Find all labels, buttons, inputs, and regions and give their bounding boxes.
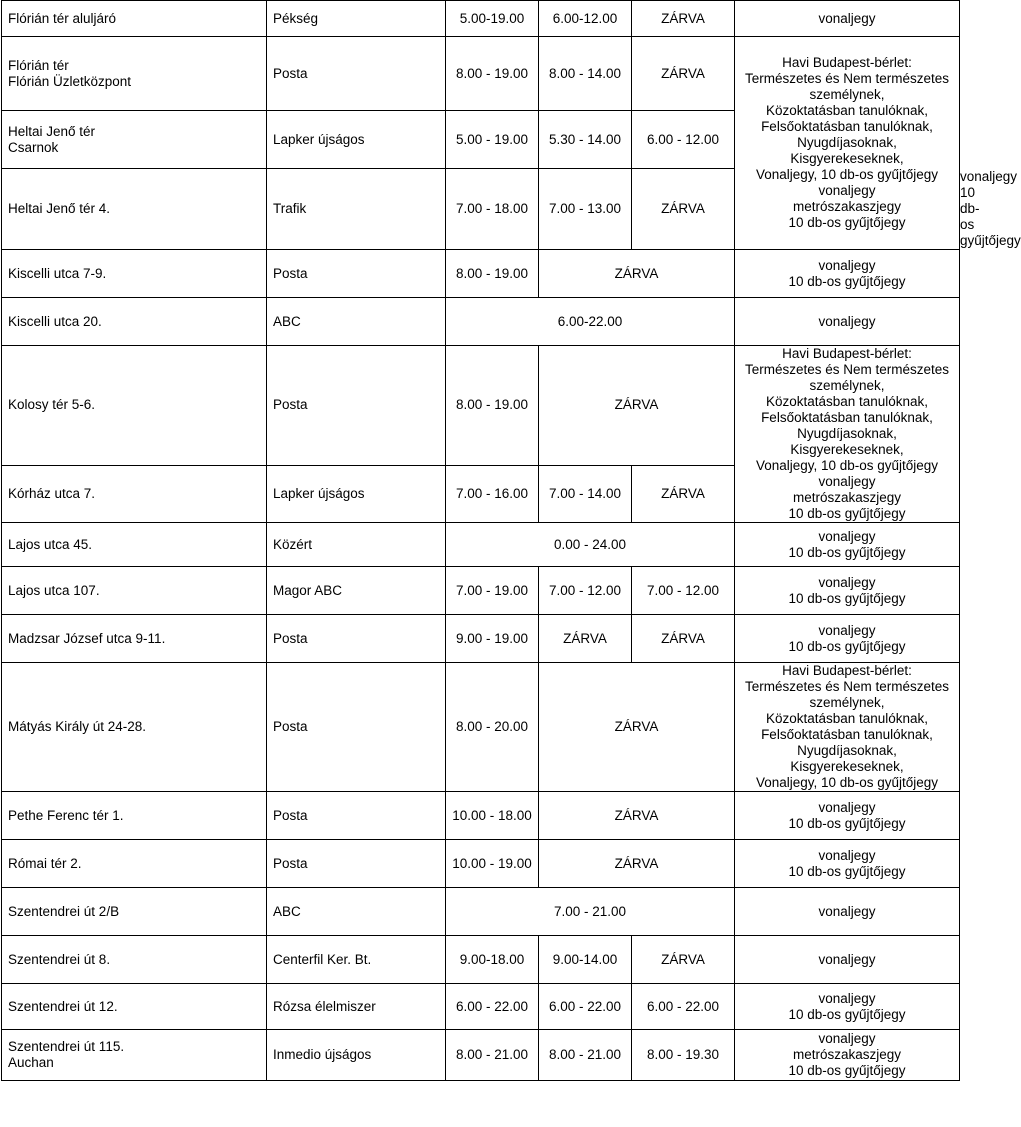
table-row: [2, 984, 960, 1030]
ticket-type: vonaljegy: [818, 990, 876, 1006]
ticket-type: vonaljegy: [818, 183, 876, 198]
address-cell-line: Pethe Ferenc tér 1.: [8, 807, 124, 823]
hours-sunday-cell: 8.00 - 19.30: [632, 1030, 735, 1081]
hours-saturday-cell: 8.00 - 21.00: [539, 1030, 632, 1081]
ticket-type: vonaljegy: [818, 847, 876, 863]
hours-weekday-cell: 7.00 - 18.00: [446, 169, 539, 250]
hours-sunday-cell: ZÁRVA: [632, 465, 735, 522]
ticket-type: vonaljegy: [818, 951, 876, 967]
shop-type-cell-line: Posta: [273, 807, 308, 823]
address-cell: [2, 346, 267, 466]
hours-saturday-cell: 9.00-14.00: [539, 936, 632, 984]
shop-type-cell-line: Posta: [273, 855, 308, 871]
ticket-types-cell: [735, 1030, 960, 1081]
hours-weekday-cell: 9.00-18.00: [446, 936, 539, 984]
ticket-types-group-cell: [735, 346, 960, 523]
address-cell-line: Szentendrei út 2/B: [8, 903, 120, 919]
hours-sunday-cell: 6.00 - 12.00: [632, 111, 735, 169]
address-cell: [2, 111, 267, 169]
hours-sunday-cell: ZÁRVA: [632, 169, 735, 250]
shop-type-cell: [267, 936, 446, 984]
ticket-type: vonaljegy: [818, 622, 876, 638]
hours-weekend-cell: ZÁRVA: [539, 792, 735, 840]
address-cell: [2, 37, 267, 111]
table-row: [2, 1030, 960, 1081]
ticket-types-cell: [735, 1, 960, 37]
ticket-type: 10 db-os gyűjtőjegy: [788, 1006, 906, 1022]
ticket-types-cell: [735, 523, 960, 567]
ticket-types-cell: [735, 615, 960, 663]
table-row: [2, 523, 960, 567]
table-row: Heltai Jenő tér 4. Trafik 7.00 - 18.00 7.00 - 13.00 ZÁRVA vonaljegy 10 db-os gyűjtőjegy: [2, 169, 960, 250]
address-cell: [2, 984, 267, 1030]
address-cell: [2, 465, 267, 522]
table-row: [2, 936, 960, 984]
hours-sunday-cell: 6.00 - 22.00: [632, 984, 735, 1030]
hours-saturday-cell: 6.00 - 22.00: [539, 984, 632, 1030]
ticket-type: Kisgyerekeseknek,: [790, 759, 904, 774]
table-row: [2, 792, 960, 840]
address-cell: [2, 298, 267, 346]
address-cell-line: Csarnok: [8, 139, 59, 155]
ticket-type: Havi Budapest-bérlet:: [782, 55, 912, 70]
table-body: [2, 1, 1021, 1081]
address-cell-line: Kórház utca 7.: [8, 485, 96, 501]
hours-weekend-cell: ZÁRVA: [539, 840, 735, 888]
ticket-type: vonaljegy: [818, 257, 876, 273]
ticket-type: Közoktatásban tanulóknak,: [765, 711, 929, 726]
ticket-types-group-cell: [735, 37, 960, 250]
table-row: [2, 346, 960, 466]
ticket-type: személynek,: [809, 378, 885, 393]
hours-saturday-cell: 7.00 - 12.00: [539, 567, 632, 615]
hours-weekday-cell: 10.00 - 19.00: [446, 840, 539, 888]
ticket-type: Kisgyerekeseknek,: [790, 151, 904, 166]
address-cell-line: Mátyás Király út 24-28.: [8, 719, 147, 734]
ticket-type: Vonaljegy, 10 db-os gyűjtőjegy: [755, 167, 939, 182]
table-row: [2, 840, 960, 888]
address-cell: [2, 1030, 267, 1081]
shop-type-cell-line: Magor ABC: [273, 582, 343, 598]
ticket-type: 10 db-os gyűjtőjegy: [788, 506, 906, 521]
table-row: [2, 567, 960, 615]
hours-weekend-cell: ZÁRVA: [539, 250, 735, 298]
hours-weekend-cell: ZÁRVA: [539, 346, 735, 466]
hours-weekday-cell: 8.00 - 19.00: [446, 37, 539, 111]
address-cell-line: Kiscelli utca 7-9.: [8, 265, 107, 281]
table-row: [2, 37, 960, 111]
hours-sunday-cell: ZÁRVA: [632, 1, 735, 37]
ticket-type: Természetes és Nem természetes: [744, 679, 950, 694]
ticket-type: Közoktatásban tanulóknak,: [765, 394, 929, 409]
shop-type-cell: [267, 888, 446, 936]
table-row: [2, 1, 960, 37]
hours-weekday-cell: 7.00 - 19.00: [446, 567, 539, 615]
ticket-type: Havi Budapest-bérlet:: [782, 346, 912, 361]
address-cell: [2, 523, 267, 567]
ticket-types-cell: [735, 250, 960, 298]
address-cell: [2, 567, 267, 615]
ticket-type: Természetes és Nem természetes: [744, 362, 950, 377]
hours-sunday-cell: ZÁRVA: [632, 615, 735, 663]
shop-type-cell: [267, 346, 446, 466]
shop-type-cell-line: Közért: [273, 536, 313, 552]
ticket-type: Vonaljegy, 10 db-os gyűjtőjegy: [755, 458, 939, 473]
table-row: [2, 250, 960, 298]
shop-type-cell-line: Inmedio újságos: [273, 1047, 372, 1062]
hours-weekend-cell: ZÁRVA: [539, 663, 735, 792]
ticket-type: Vonaljegy, 10 db-os gyűjtőjegy: [755, 775, 939, 790]
ticket-type: vonaljegy: [818, 1031, 876, 1046]
hours-weekday-cell: 5.00-19.00: [446, 1, 539, 37]
shop-type-cell-line: Trafik: [273, 201, 307, 216]
table-row: [2, 298, 960, 346]
ticket-type: Felsőoktatásban tanulóknak,: [761, 727, 933, 742]
ticket-types-cell: [735, 567, 960, 615]
ticket-types-cell: [735, 936, 960, 984]
table-row: [2, 615, 960, 663]
ticket-type: 10 db-os gyűjtőjegy: [788, 215, 906, 230]
address-cell-line: Madzsar József utca 9-11.: [8, 630, 166, 646]
ticket-type: vonaljegy: [818, 10, 876, 26]
address-cell: [2, 169, 267, 250]
hours-saturday-cell: 5.30 - 14.00: [539, 111, 632, 169]
ticket-type: metrószakaszjegy: [792, 199, 902, 214]
address-cell-line: Auchan: [8, 1055, 54, 1070]
shop-type-cell: [267, 615, 446, 663]
address-cell-line: Kolosy tér 5-6.: [8, 397, 96, 413]
shop-type-cell: [267, 567, 446, 615]
ticket-type: 10 db-os gyűjtőjegy: [788, 544, 906, 560]
shop-type-cell-line: Posta: [273, 65, 308, 81]
address-cell-line: Szentendrei út 12.: [8, 998, 118, 1014]
address-cell-line: Lajos utca 45.: [8, 536, 93, 552]
hours-weekday-cell: 7.00 - 16.00: [446, 465, 539, 522]
ticket-type: Havi Budapest-bérlet:: [782, 663, 912, 678]
address-cell-line: Kiscelli utca 20.: [8, 313, 102, 329]
shop-type-cell-line: Posta: [273, 630, 308, 646]
shop-type-cell-line: Posta: [273, 719, 308, 734]
ticket-type: személynek,: [809, 87, 885, 102]
ticket-type: személynek,: [809, 695, 885, 710]
ticket-type: Természetes és Nem természetes: [744, 71, 950, 86]
address-cell-line: Szentendrei út 115.: [8, 1039, 125, 1054]
ticket-types-cell: [735, 840, 960, 888]
ticket-type: 10 db-os gyűjtőjegy: [788, 638, 906, 654]
hours-saturday-cell: 6.00-12.00: [539, 1, 632, 37]
ticket-type: Nyugdíjasoknak,: [797, 135, 897, 150]
address-cell: [2, 936, 267, 984]
ticket-type: Felsőoktatásban tanulóknak,: [761, 410, 933, 425]
address-cell: [2, 840, 267, 888]
hours-weekday-cell: 8.00 - 19.00: [446, 346, 539, 466]
hours-weekday-cell: 8.00 - 20.00: [446, 663, 539, 792]
ticket-type: Kisgyerekeseknek,: [790, 442, 904, 457]
hours-all-cell: 6.00-22.00: [446, 298, 735, 346]
address-cell: [2, 615, 267, 663]
hours-weekday-cell: 8.00 - 19.00: [446, 250, 539, 298]
shop-type-cell-line: Posta: [273, 265, 308, 281]
hours-saturday-cell: 8.00 - 14.00: [539, 37, 632, 111]
shop-type-cell-line: Centerfil Ker. Bt.: [273, 951, 372, 967]
shop-type-cell-line: ABC: [273, 313, 301, 329]
shop-type-cell: [267, 37, 446, 111]
ticket-type: vonaljegy: [818, 574, 876, 590]
hours-all-cell: 0.00 - 24.00: [446, 523, 735, 567]
shop-type-cell: [267, 465, 446, 522]
shop-type-cell: [267, 250, 446, 298]
shop-type-cell: [267, 523, 446, 567]
ticket-type: 10 db-os gyűjtőjegy: [788, 815, 906, 831]
ticket-types-cell: [735, 792, 960, 840]
hours-saturday-cell: 7.00 - 14.00: [539, 465, 632, 522]
ticket-type: Nyugdíjasoknak,: [797, 426, 897, 441]
hours-sunday-cell: 7.00 - 12.00: [632, 567, 735, 615]
address-cell: [2, 1, 267, 37]
hours-weekday-cell: 8.00 - 21.00: [446, 1030, 539, 1081]
address-cell-line: Heltai Jenő tér 4.: [8, 201, 111, 216]
shop-type-cell-line: ABC: [273, 903, 301, 919]
shop-type-cell-line: Lapker újságos: [273, 131, 365, 147]
address-cell-line: Római tér 2.: [8, 855, 82, 871]
shop-type-cell: [267, 1, 446, 37]
ticket-type: 10 db-os gyűjtőjegy: [788, 1063, 906, 1078]
ticket-type: vonaljegy: [818, 903, 876, 919]
sales-points-table: [1, 0, 1021, 1081]
hours-sunday-cell: ZÁRVA: [632, 37, 735, 111]
ticket-type: metrószakaszjegy: [792, 1047, 902, 1062]
ticket-type: vonaljegy: [818, 474, 876, 489]
address-cell-line: Flórián tér: [8, 57, 69, 73]
address-cell: [2, 663, 267, 792]
shop-type-cell: [267, 298, 446, 346]
hours-saturday-cell: ZÁRVA: [539, 615, 632, 663]
ticket-type: vonaljegy: [818, 528, 876, 544]
ticket-types-cell: [735, 984, 960, 1030]
ticket-type: 10 db-os gyűjtőjegy: [788, 863, 906, 879]
address-cell-line: Szentendrei út 8.: [8, 951, 111, 967]
address-cell: [2, 250, 267, 298]
ticket-types-group-cell: [735, 663, 960, 792]
address-cell-line: Flórián tér aluljáró: [8, 10, 117, 26]
shop-type-cell: [267, 1030, 446, 1081]
ticket-type: vonaljegy: [818, 799, 876, 815]
hours-weekday-cell: 5.00 - 19.00: [446, 111, 539, 169]
ticket-type: Közoktatásban tanulóknak,: [765, 103, 929, 118]
ticket-type: vonaljegy: [818, 313, 876, 329]
ticket-types-cell: [735, 888, 960, 936]
hours-all-cell: 7.00 - 21.00: [446, 888, 735, 936]
address-cell-line: Heltai Jenő tér: [8, 123, 96, 139]
shop-type-cell: [267, 663, 446, 792]
table-row: [2, 888, 960, 936]
address-cell-line: Flórián Üzletközpont: [8, 73, 132, 89]
hours-weekday-cell: 6.00 - 22.00: [446, 984, 539, 1030]
address-cell: [2, 888, 267, 936]
ticket-type: 10 db-os gyűjtőjegy: [788, 273, 906, 289]
shop-type-cell: [267, 169, 446, 250]
ticket-types-cell: [735, 298, 960, 346]
ticket-type: 10 db-os gyűjtőjegy: [788, 590, 906, 606]
shop-type-cell-line: Posta: [273, 397, 308, 413]
hours-sunday-cell: ZÁRVA: [632, 936, 735, 984]
shop-type-cell-line: Pékség: [273, 10, 319, 26]
ticket-type: Felsőoktatásban tanulóknak,: [761, 119, 933, 134]
shop-type-cell: [267, 984, 446, 1030]
shop-type-cell: [267, 792, 446, 840]
hours-weekday-cell: 10.00 - 18.00: [446, 792, 539, 840]
hours-saturday-cell: 7.00 - 13.00: [539, 169, 632, 250]
shop-type-cell-line: Rózsa élelmiszer: [273, 998, 376, 1014]
ticket-type: Nyugdíjasoknak,: [797, 743, 897, 758]
address-cell-line: Lajos utca 107.: [8, 582, 100, 598]
table-row: [2, 663, 960, 792]
ticket-type: metrószakaszjegy: [792, 490, 902, 505]
shop-type-cell-line: Lapker újságos: [273, 485, 365, 501]
address-cell: [2, 792, 267, 840]
shop-type-cell: [267, 111, 446, 169]
shop-type-cell: [267, 840, 446, 888]
hours-weekday-cell: 9.00 - 19.00: [446, 615, 539, 663]
